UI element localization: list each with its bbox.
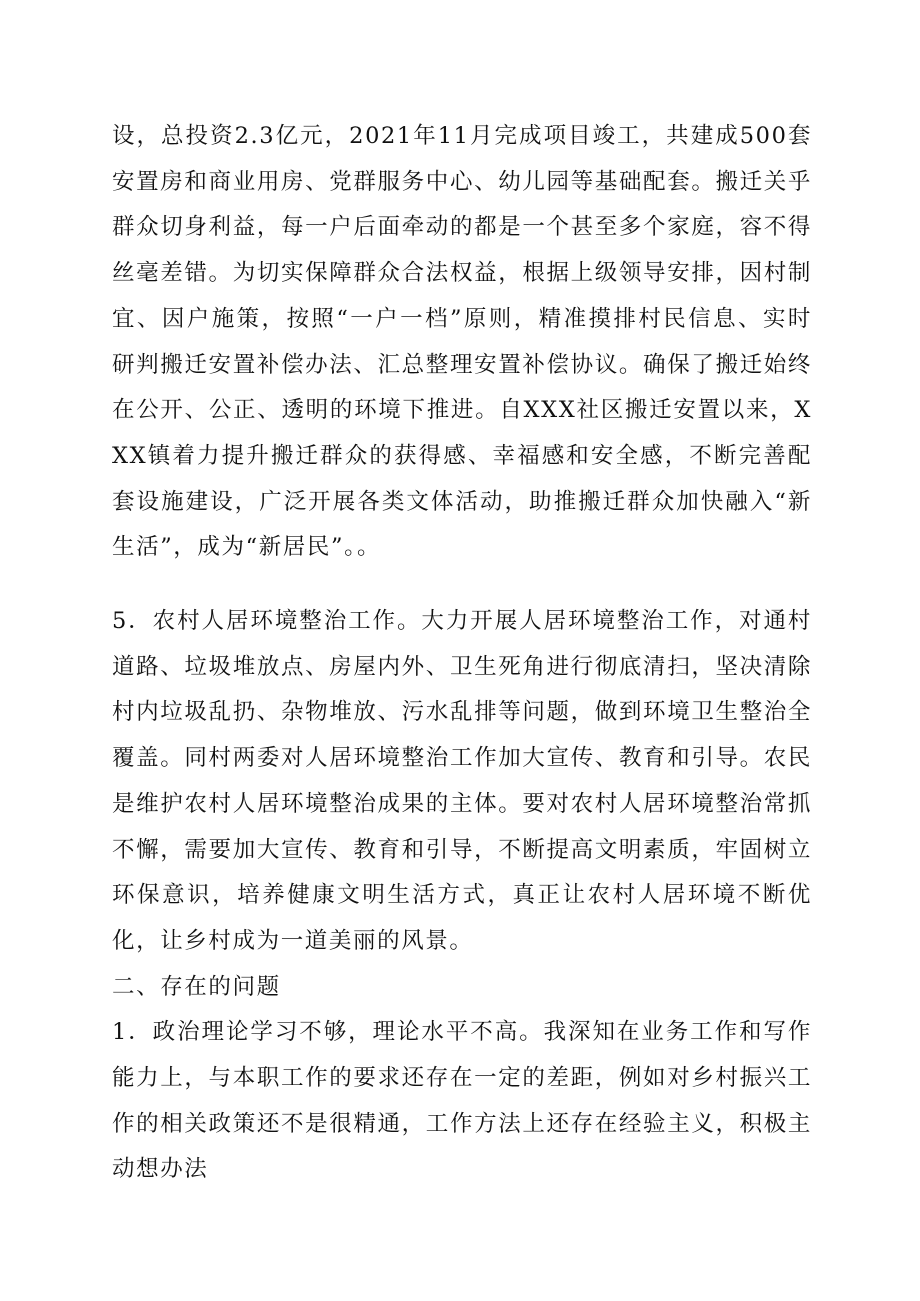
problem-1-paragraph: 1．政治理论学习不够，理论水平不高。我深知在业务工作和写作能力上，与本职工作的要求还存在一定的差距，例如对乡村振兴工作的相关政策还不是很精通，工作方法上还存在经验主义，积极主动想办法 bbox=[112, 1019, 812, 1183]
rural-environment-paragraph: 5．农村人居环境整治工作。大力开展人居环境整治工作，对通村道路、垃圾堆放点、房屋内外、卫生死角进行彻底清扫，坚决清除村内垃圾乱扔、杂物堆放、污水乱排等问题，做到环境卫生整治全覆盖。同村两委对人居环境整治工作加大宣传、教育和引导。农民是维护农村人居环境整治成果的主体。要对农村人居环境整治常抓不懈，需要加大宣传、教育和引导，不断提高文明素质，牢固树立环保意识，培养健康文明生活方式，真正让农村人居环境不断优化，让乡村成为一道美丽的风景。 bbox=[112, 608, 812, 954]
section-heading: 二、存在的问题 bbox=[112, 973, 281, 1000]
relocation-paragraph: 设，总投资2.3亿元，2021年11月完成项目竣工，共建成500套安置房和商业用房、党群服务中心、幼儿园等基础配套。搬迁关乎群众切身利益，每一户后面牵动的都是一个甚至多个家庭，容不得丝毫差错。为切实保障群众合法权益，根据上级领导安排，因村制宜、因户施策，按照“一户一档”原则，精准摸排村民信息、实时研判搬迁安置补偿办法、汇总整理安置补偿协议。确保了搬迁始终在公开、公正、透明的环境下推进。自XXX社区搬迁安置以来，XXX镇着力提升搬迁群众的获得感、幸福感和安全感，不断完善配套设施建设，广泛开展各类文体活动，助推搬迁群众加快融入“新生活”，成为“新居民”。。 bbox=[112, 123, 812, 561]
document-body bbox=[112, 114, 812, 1193]
